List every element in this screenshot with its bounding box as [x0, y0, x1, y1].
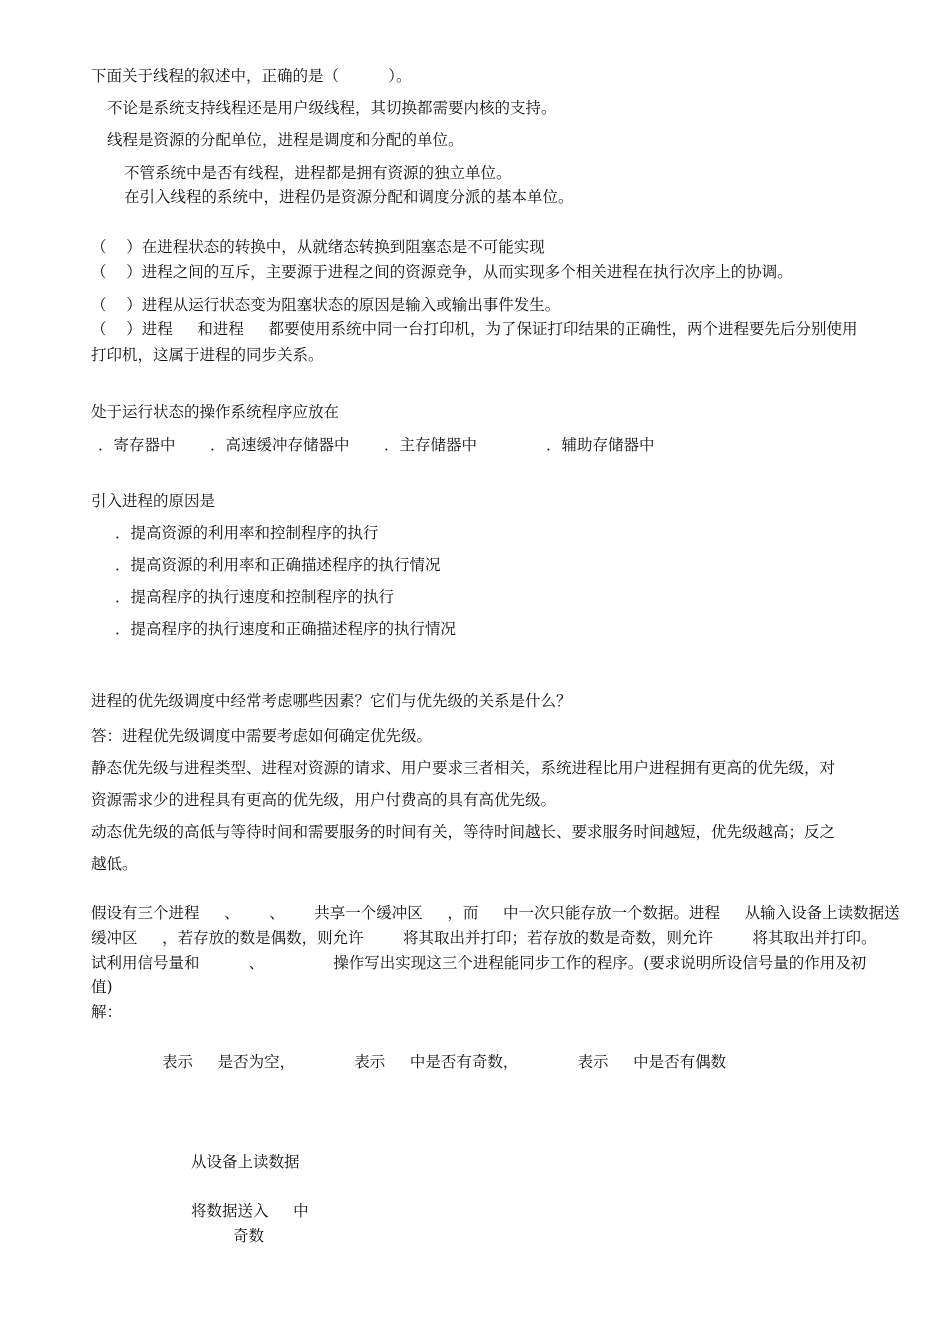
tf-item-1: （ ）在进程状态的转换中，从就绪态转换到阻塞态是不可能实现	[91, 238, 545, 256]
tf-item-3: （ ）进程从运行状态变为阻塞状态的原因是输入或输出事件发生。	[91, 296, 561, 314]
tf-item-2: （ ）进程之间的互斥，主要源于进程之间的资源竞争，从而实现多个相关进程在执行次序上的协调。	[91, 263, 793, 281]
q5-code-line-1: 从设备上读数据	[191, 1153, 300, 1171]
q5-code-line-2: 将数据送入 中	[191, 1202, 309, 1220]
q4-question: 进程的优先级调度中经常考虑哪些因素？它们与优先级的关系是什么？	[91, 692, 572, 710]
q5-line-1: 假设有三个进程 、 、 共享一个缓冲区 ，而 中一次只能存放一个数据。进程 从输入设备上读数据送	[91, 904, 900, 922]
q2-options: ．寄存器中 ．高速缓冲存储器中 ．主存储器中 ．辅助存储器中	[98, 436, 655, 454]
q3-stem: 引入进程的原因是	[91, 492, 216, 510]
q3-option-a: ．提高资源的利用率和控制程序的执行	[115, 524, 379, 542]
q1-option-d: 在引入线程的系统中，进程仍是资源分配和调度分派的基本单位。	[124, 188, 574, 206]
q4-answer-line-5: 越低。	[91, 855, 138, 873]
q2-stem: 处于运行状态的操作系统程序应放在	[91, 403, 340, 421]
q5-code-line-3: 奇数	[233, 1227, 265, 1245]
q5-line-4: 值)	[91, 978, 113, 996]
q4-answer-line-2: 静态优先级与进程类型、进程对资源的请求、用户要求三者相关，系统进程比用户进程拥有更高的优先级，对	[91, 759, 836, 777]
q1-option-c: 不管系统中是否有线程，进程都是拥有资源的独立单位。	[124, 164, 512, 182]
tf-item-4-cont: 打印机，这属于进程的同步关系。	[91, 346, 324, 364]
q4-answer-line-4: 动态优先级的高低与等待时间和需要服务的时间有关，等待时间越长、要求服务时间越短，优先级越高；反之	[91, 823, 836, 841]
q1-option-b: 线程是资源的分配单位，进程是调度和分配的单位。	[107, 131, 464, 149]
q4-answer-line-3: 资源需求少的进程具有更高的优先级，用户付费高的具有高优先级。	[91, 791, 557, 809]
tf-item-4: （ ）进程 和进程 都要使用系统中同一台打印机，为了保证打印结果的正确性，两个进程要先后分别使用	[91, 320, 858, 338]
q3-option-c: ．提高程序的执行速度和控制程序的执行	[115, 588, 395, 606]
q5-line-3: 试利用信号量和 、 操作写出实现这三个进程能同步工作的程序。(要求说明所设信号量的作用及初	[91, 954, 867, 972]
q3-option-d: ．提高程序的执行速度和正确描述程序的执行情况	[115, 620, 457, 638]
q1-option-a: 不论是系统支持线程还是用户级线程，其切换都需要内核的支持。	[107, 99, 557, 117]
q1-stem: 下面关于线程的叙述中，正确的是（ ）。	[91, 67, 412, 85]
q4-answer-line-1: 答：进程优先级调度中需要考虑如何确定优先级。	[91, 727, 433, 745]
q5-solution-label: 解：	[91, 1003, 123, 1021]
q3-option-b: ．提高资源的利用率和正确描述程序的执行情况	[115, 556, 441, 574]
q5-line-2: 缓冲区 ，若存放的数是偶数，则允许 将其取出并打印；若存放的数是奇数，则允许 将其取出并打印。	[91, 929, 877, 947]
q5-semaphore-description: 表示 是否为空， 表示 中是否有奇数， 表示 中是否有偶数	[162, 1053, 727, 1071]
